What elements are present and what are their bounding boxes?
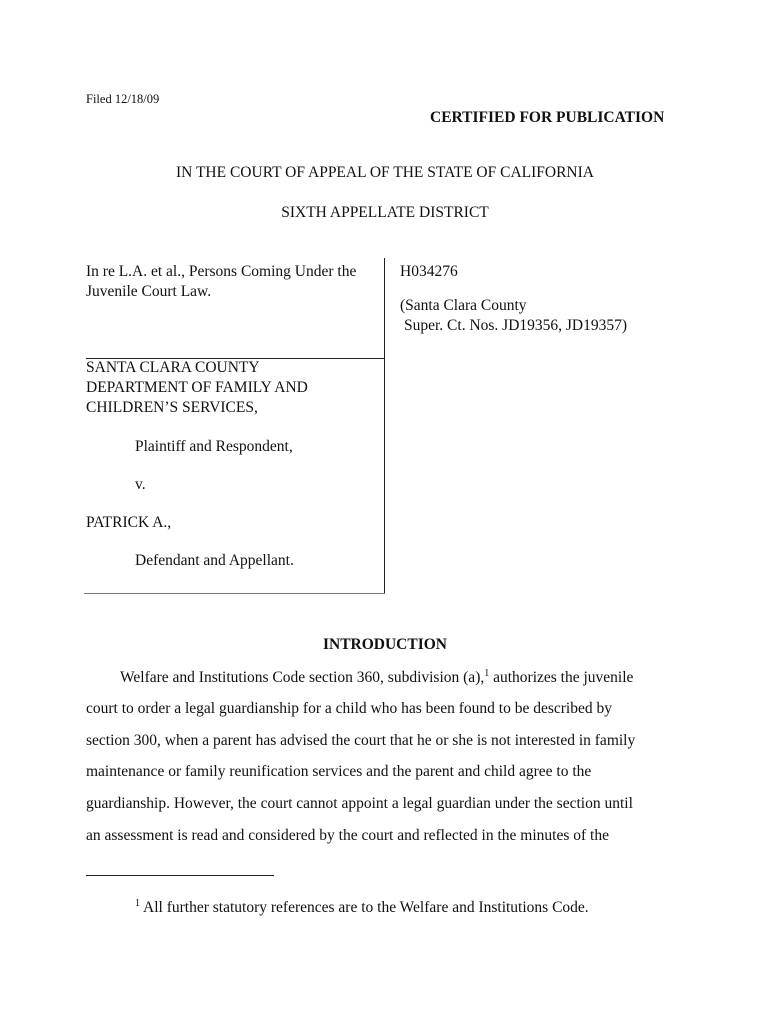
intro-paragraph-line-5: guardianship. However, the court cannot appoint a legal guardian under the section until xyxy=(86,795,633,812)
intro-line-1a: Welfare and Institutions Code section 360, subdivision (a), xyxy=(120,669,485,687)
plaintiff-line-3: CHILDREN’S SERVICES, xyxy=(86,399,258,416)
filed-date: Filed 12/18/09 xyxy=(86,92,160,106)
footnote-marker: 1 xyxy=(135,898,140,909)
caption-vertical-rule xyxy=(384,258,385,594)
appellate-district: SIXTH APPELLATE DISTRICT xyxy=(281,204,489,221)
certified-heading: CERTIFIED FOR PUBLICATION xyxy=(430,109,665,126)
court-name: IN THE COURT OF APPEAL OF THE STATE OF CALIFORNIA xyxy=(176,164,594,181)
intro-paragraph-line-1 xyxy=(120,668,633,687)
plaintiff-line-1: SANTA CLARA COUNTY xyxy=(86,359,260,376)
introduction-heading: INTRODUCTION xyxy=(322,636,447,653)
footnote-1 xyxy=(135,898,589,917)
defendant-role: Defendant and Appellant. xyxy=(135,552,294,569)
caption-parties xyxy=(86,262,356,571)
plaintiff-role: Plaintiff and Respondent, xyxy=(135,438,293,455)
in-re-line-1: In re L.A. et al., Persons Coming Under the xyxy=(86,263,357,280)
intro-paragraph-line-6: an assessment is read and considered by the court and reflected in the minutes of the xyxy=(86,827,609,844)
footnote-separator xyxy=(86,875,274,876)
caption-bottom-rule xyxy=(84,593,385,594)
intro-paragraph-line-3: section 300, when a parent has advised the court that he or she is not interested in family xyxy=(86,732,636,749)
footnote-ref-1: 1 xyxy=(484,668,490,679)
versus: v. xyxy=(135,476,146,493)
in-re-line-2: Juvenile Court Law. xyxy=(86,283,212,300)
county-line-1: (Santa Clara County xyxy=(400,297,527,314)
county-line-2: Super. Ct. Nos. JD19356, JD19357) xyxy=(404,317,628,334)
intro-paragraph-line-4: maintenance or family reunification services and the parent and child agree to the xyxy=(86,763,592,780)
plaintiff-line-2: DEPARTMENT OF FAMILY AND xyxy=(86,379,308,396)
intro-paragraph-line-2: court to order a legal guardianship for a child who has been found to be described by xyxy=(86,700,612,717)
footnote-text: All further statutory references are to the Welfare and Institutions Code. xyxy=(140,899,589,917)
case-number: H034276 xyxy=(400,263,458,280)
caption-case-info xyxy=(400,262,627,336)
defendant-name: PATRICK A., xyxy=(86,514,172,531)
intro-line-1b: authorizes the juvenile xyxy=(489,669,634,687)
